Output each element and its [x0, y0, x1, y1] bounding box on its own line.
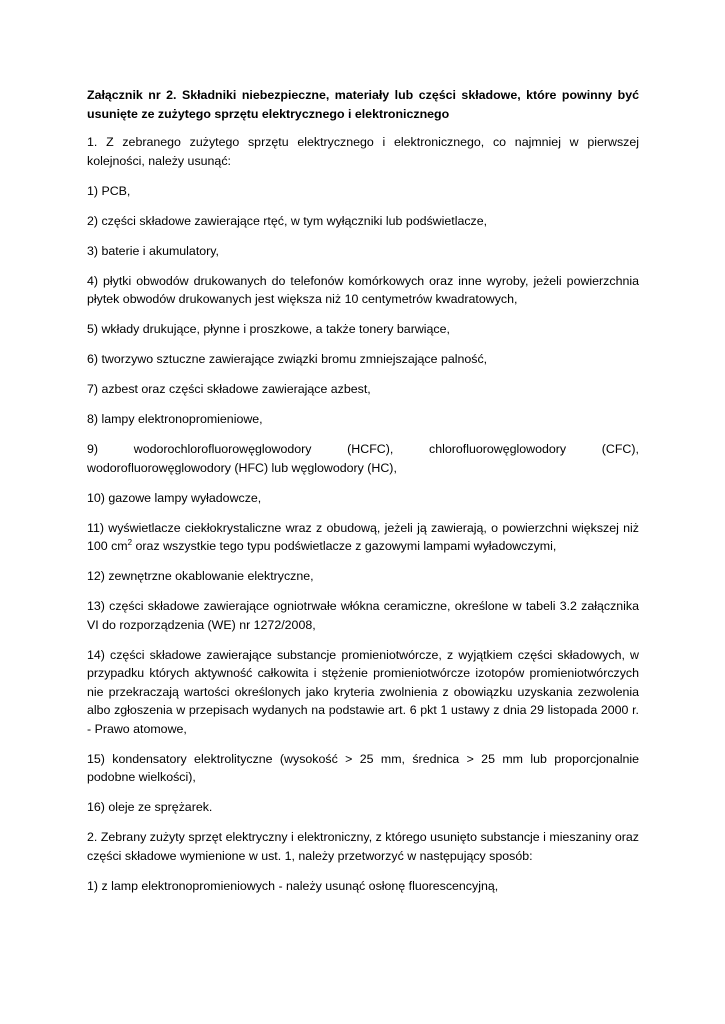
list-item-9-word: (HCFC), [347, 442, 394, 456]
list-item-9-word: (CFC), [601, 442, 639, 456]
list-item-4: 4) płytki obwodów drukowanych do telefonów komórkowych oraz inne wyroby, jeżeli powierzchnia płytek obwodów drukowanych jest większa niż 10 centymetrów kwadratowych, [87, 273, 639, 306]
section-2-item-1: 1) z lamp elektronopromieniowych - należy usunąć osłonę fluorescencyjną, [87, 878, 499, 893]
list-item-12: 12) zewnętrzne okablowanie elektryczne, [87, 569, 314, 583]
list-item-15: 15) kondensatory elektrolityczne (wysokość > 25 mm, średnica > 25 mm lub proporcjonalnie podobne wielkości), [87, 751, 639, 784]
list-item-9-word: 9) [87, 442, 99, 456]
list-item-9-word: chlorofluorowęglowodory [429, 442, 567, 456]
list-item-9-line-1 [87, 440, 639, 459]
list-item-14: 14) części składowe zawierające substancje promieniotwórcze, z wyjątkiem części składowych, w przypadku których aktywność całkowita i stężenie promieniotwórcze izotopów promieniotwórczych nie przekraczają wartości określonych jako kryteria zwolnienia z obowiązku uzyskania zezwolenia albo zgłoszenia w przepisach wydanych na podstawie art. 6 pkt 1 ustawy z dnia 29 listopada 2000 r. - Prawo atomowe, [87, 647, 639, 736]
list-item-11-text-b: oraz wszystkie tego typu podświetlacze z gazowymi lampami wyładowczymi, [132, 539, 557, 553]
list-item-13: 13) części składowe zawierające ogniotrwałe włókna ceramiczne, określone w tabeli 3.2 załącznika VI do rozporządzenia (WE) nr 1272/2008, [87, 599, 639, 632]
list-item-9-line-2: wodorofluorowęglowodory (HFC) lub węglowodory (HC), [87, 460, 397, 475]
list-item-11 [87, 519, 639, 556]
list-item-11-text-a: 11) wyświetlacze ciekłokrystaliczne wraz z obudową, jeżeli ją zawierają, o powierzchni większej niż 100 cm [87, 520, 639, 553]
section-1-intro: 1. Z zebranego zużytego sprzętu elektrycznego i elektronicznego, co najmniej w pierwszej kolejności, należy usunąć: [87, 135, 639, 168]
section-2-intro: 2. Zebrany zużyty sprzęt elektryczny i elektroniczny, z którego usunięto substancje i mieszaniny oraz części składowe wymienione w ust. 1, należy przetworzyć w następujący sposób: [87, 830, 639, 863]
list-item-8: 8) lampy elektronopromieniowe, [87, 412, 263, 426]
list-item-5: 5) wkłady drukujące, płynne i proszkowe, a także tonery barwiące, [87, 322, 450, 336]
list-item-9-word: wodorochlorofluorowęglowodory [133, 442, 312, 456]
list-item-10: 10) gazowe lampy wyładowcze, [87, 490, 262, 505]
list-item-3: 3) baterie i akumulatory, [87, 243, 219, 258]
document-title: Załącznik nr 2. Składniki niebezpieczne, materiały lub części składowe, które powinny być usunięte ze zużytego sprzętu elektrycznego i elektronicznego [87, 88, 639, 121]
list-item-2: 2) części składowe zawierające rtęć, w tym wyłączniki lub podświetlacze, [87, 213, 488, 228]
superscript: 2 [127, 537, 133, 547]
list-item-16: 16) oleje ze sprężarek. [87, 800, 213, 814]
list-item-9 [87, 440, 639, 477]
list-item-7: 7) azbest oraz części składowe zawierające azbest, [87, 382, 371, 396]
list-item-1: 1) PCB, [87, 183, 131, 198]
list-item-6: 6) tworzywo sztuczne zawierające związki bromu zmniejszające palność, [87, 352, 488, 366]
document-body [87, 86, 639, 907]
